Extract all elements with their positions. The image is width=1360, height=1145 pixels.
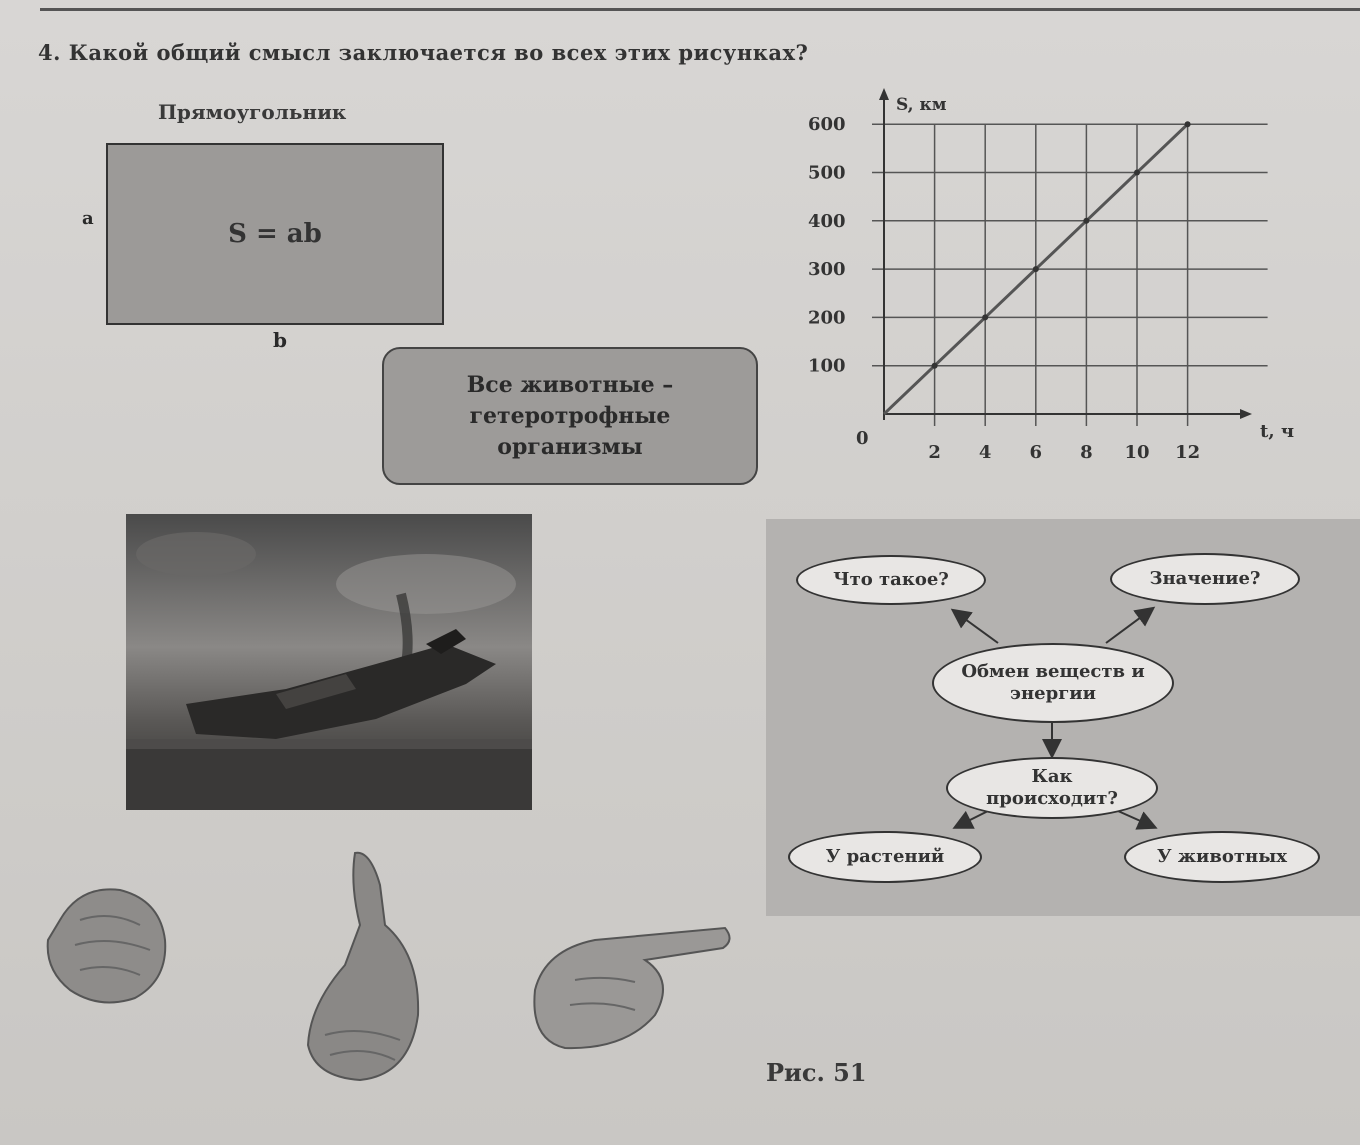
y-tick-label: 400 (808, 210, 846, 232)
origin-label: 0 (856, 428, 869, 449)
oval-what-is: Что такое? (796, 555, 986, 605)
y-tick-label: 300 (808, 259, 846, 281)
y-tick-label: 600 (808, 114, 846, 136)
side-a-label: а (82, 208, 94, 229)
oval-center: Обмен веществ и энергии (932, 643, 1174, 723)
x-tick-label: 4 (978, 442, 992, 463)
data-point (1134, 170, 1140, 176)
x-tick-label: 10 (1124, 442, 1150, 463)
data-point (1185, 121, 1191, 127)
oval-how: Как происходит? (946, 757, 1158, 819)
question-text: 4. Какой общий смысл заключается во всех этих рисунках? (38, 40, 809, 65)
x-tick-labels (928, 442, 1200, 463)
graph-svg (800, 80, 1320, 480)
side-b-label: b (273, 328, 287, 352)
oval-plants: У растений (788, 831, 982, 883)
data-point (982, 314, 988, 320)
y-tick-label: 100 (808, 355, 846, 377)
oval-meaning: Значение? (1110, 553, 1300, 605)
statement-text: Все животные – гетеротрофные организмы (466, 371, 674, 460)
thumbs-up-hand-image (300, 845, 430, 1085)
rectangle-title: Прямоугольник (158, 100, 347, 124)
oval-animals: У животных (1124, 831, 1320, 883)
data-point (1033, 266, 1039, 272)
y-tick-label: 200 (808, 307, 846, 329)
mind-map (766, 519, 1360, 916)
x-axis-label: t, ч (1260, 421, 1295, 442)
data-point (932, 363, 938, 369)
x-tick-label: 8 (1080, 442, 1093, 463)
x-tick-label: 6 (1029, 442, 1043, 463)
y-tick-label: 500 (808, 162, 846, 184)
y-axis-arrow (879, 88, 889, 100)
area-formula: S = ab (228, 219, 322, 249)
distance-time-graph (800, 80, 1320, 484)
graph-series (884, 121, 1191, 414)
x-tick-label: 12 (1175, 442, 1201, 463)
figure-caption: Рис. 51 (766, 1058, 867, 1087)
y-tick-labels (808, 114, 846, 377)
data-point (1083, 218, 1089, 224)
y-axis-label: S, км (896, 95, 947, 115)
statement-box (382, 347, 758, 485)
x-tick-label: 2 (928, 442, 941, 463)
graph-grid (872, 124, 1268, 426)
top-divider (40, 8, 1360, 11)
fist-hand-image (40, 880, 180, 1010)
rectangle-figure (106, 143, 444, 325)
pointing-hand-image (525, 920, 735, 1060)
x-axis-arrow (1240, 409, 1252, 419)
airplane-crash-photo (126, 514, 532, 810)
